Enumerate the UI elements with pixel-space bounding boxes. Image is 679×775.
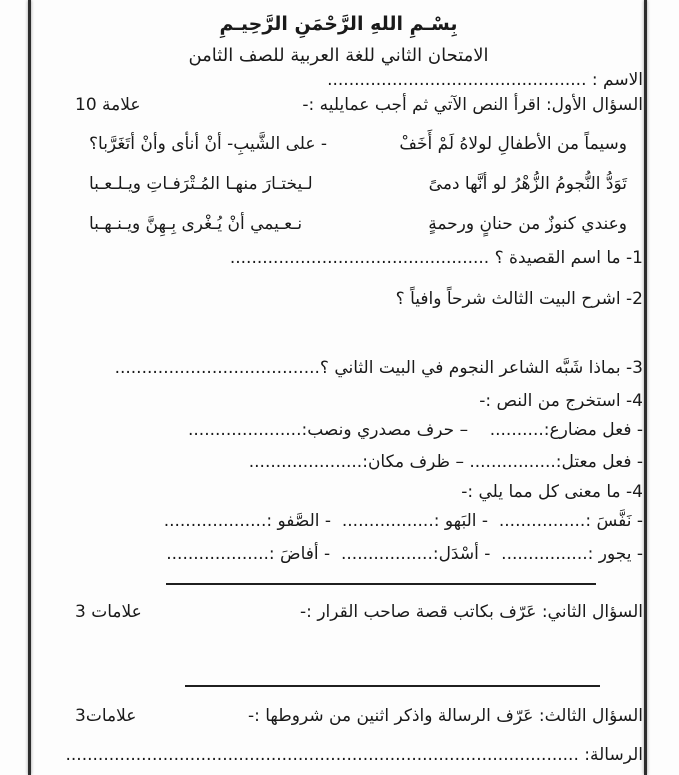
question-5-blank-line-1: - نَفَّسَ :................ - البَهو :................. - الصَّفو :................... (163, 511, 643, 531)
section1-marks: 10 علامة (75, 95, 141, 115)
poem-verse-1 (89, 124, 627, 164)
poem-text (34, 124, 643, 244)
question-4-blank-line-2: - فعل معتل:................ – ظرف مكان:..................... (248, 452, 643, 472)
poem-verse-2 (89, 164, 627, 204)
question-5-blank-line-2: - يجور :................ - أسْدَل:................. - أفاضَ :................... (166, 544, 643, 564)
question-2-explain-verse: 2- اشرح البيت الثالث شرحاً وافياً ؟ (395, 289, 643, 309)
section2-title: السؤال الثاني: عَرّف بكاتب قصة صاحب القرار :- (300, 602, 643, 622)
student-name-blank: الاسم : ................................................ (327, 70, 643, 90)
section3-marks: 3علامات (75, 706, 137, 726)
page-border-left (28, 0, 31, 775)
poem-verse-3 (89, 204, 627, 244)
section3-title: السؤال الثالث: عَرّف الرسالة واذكر اثنين من شروطها :- (247, 706, 643, 726)
section-divider-2 (185, 685, 600, 687)
section1-header (34, 92, 643, 118)
verse3-first-hemistich: وعندي كنوزٌ من حنانٍ ورحمةٍ (428, 213, 627, 234)
question-4-extract-title: 4- استخرج من النص :- (479, 391, 643, 411)
message-answer-blank: الرسالة: ............................................................................................... (65, 745, 643, 765)
verse2-first-hemistich: تَوَدُّ النُّجومُ الزُّهْرُ لو أنَّها دمىً (428, 173, 627, 194)
question-3-simile: 3- بماذا شَبَّه الشاعر النجوم في البيت الثاني ؟...................................... (114, 358, 643, 378)
page-border-right (644, 0, 647, 775)
question-4-blank-line-1: - فعل مضارع:.......... – حرف مصدري ونصب:..................... (188, 420, 643, 440)
verse2-second-hemistich: لـيختـارَ منهـا المُـتْرَفـاتِ ويـلـعـبا (89, 173, 313, 194)
bismillah-calligraphy: بِسْـمِ اللهِ الرَّحْمَنِ الرَّحِيـمِ (219, 13, 458, 35)
verse1-second-hemistich: - على الشَّيبِ- أنْ أنأى وأنْ أتَغَرَّبا؟ (89, 133, 328, 154)
exam-title: الامتحان الثاني للغة العربية للصف الثامن (188, 45, 489, 66)
section1-title: السؤال الأول: اقرأ النص الآتي ثم أجب عمايليه :- (302, 95, 643, 115)
section2-marks: 3 علامات (75, 602, 142, 622)
verse3-second-hemistich: نـعـيمي أنْ يُـغْرى بِـهِنَّ ويـنـهـبا (89, 213, 303, 234)
exam-content (34, 0, 643, 768)
question-1-poem-name: 1- ما اسم القصيدة ؟ ................................................ (229, 248, 643, 268)
question-5-meanings-title: 4- ما معنى كل مما يلي :- (461, 482, 643, 502)
section3-header (34, 703, 643, 729)
section-divider-1 (166, 583, 596, 585)
verse1-first-hemistich: وسيماً من الأطفالِ لولاهُ لَمْ أَخَفْ (399, 133, 627, 154)
section2-header (34, 599, 643, 625)
